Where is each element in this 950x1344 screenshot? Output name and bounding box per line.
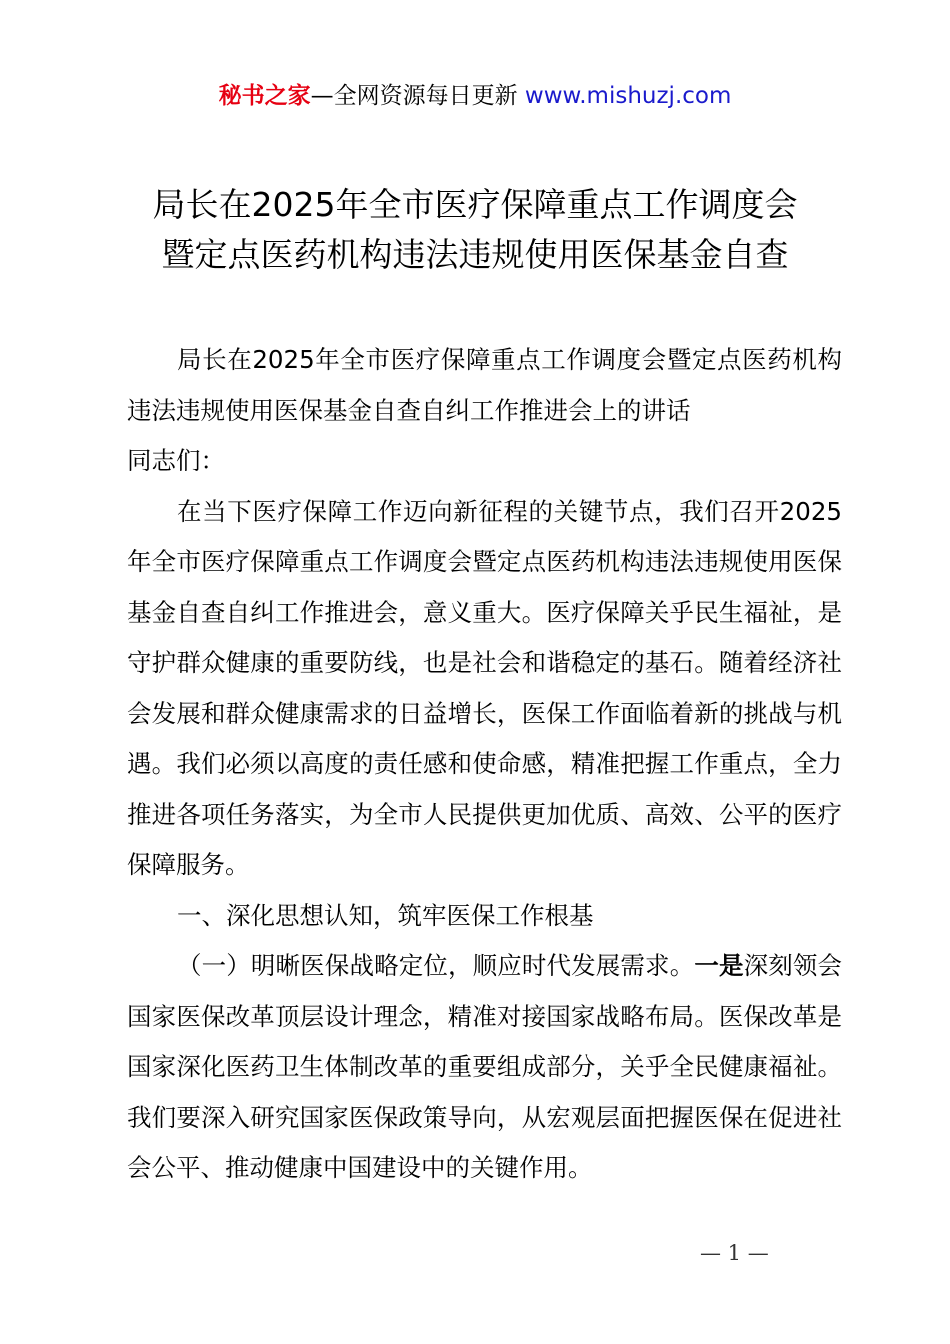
point-marker: 一是 bbox=[694, 951, 744, 980]
section-heading-1: 一、深化思想认知，筑牢医保工作根基 bbox=[177, 900, 594, 930]
site-slogan: —全网资源每日更新 bbox=[310, 83, 525, 109]
subsection-heading: （一）明晰医保战略定位，顺应时代发展需求。 bbox=[177, 951, 695, 980]
salutation: 同志们： bbox=[127, 446, 225, 475]
intro-paragraph: 在当下医疗保障工作迈向新征程的关键节点，我们召开2025年全市医疗保障重点工作调度会暨定点医药机构违法违规使用医保基金自查自纠工作推进会，意义重大。医疗保障关乎民生福祉，是守护群众健康的重要防线，也是社会和谐稳定的基石。随着经济社会发展和群众健康需求的日益增长，医保工作面临着新的挑战与机遇。我们必须以高度的责任感和使命感，精准把握工作重点，全力推进各项任务落实，为全市人民提供更加优质、高效、公平的医疗保障服务。 bbox=[127, 496, 842, 879]
subsection-text: 深刻领会国家医保改革顶层设计理念，精准对接国家战略布局。医保改革是国家深化医药卫生体制改革的重要组成部分，关乎全民健康福祉。我们要深入研究国家医保政策导向，从宏观层面把握医保在促进社会公平、推动健康中国建设中的关键作用。 bbox=[127, 951, 843, 1182]
site-banner bbox=[0, 80, 950, 112]
site-brand: 秘书之家 bbox=[218, 83, 311, 109]
page-number: — 1 — bbox=[700, 1241, 769, 1265]
document-title-line-2: 暨定点医药机构违法违规使用医保基金自查 bbox=[161, 235, 789, 274]
document-title bbox=[60, 180, 890, 280]
site-url-link[interactable]: www.mishuzj.com bbox=[524, 83, 732, 109]
document-title-line-1: 局长在2025年全市医疗保障重点工作调度会 bbox=[152, 185, 798, 224]
document-body bbox=[127, 335, 842, 1194]
subsection-paragraph-1 bbox=[127, 941, 842, 1194]
speech-heading-paragraph: 局长在2025年全市医疗保障重点工作调度会暨定点医药机构违法违规使用医保基金自查自纠工作推进会上的讲话 bbox=[127, 345, 842, 425]
